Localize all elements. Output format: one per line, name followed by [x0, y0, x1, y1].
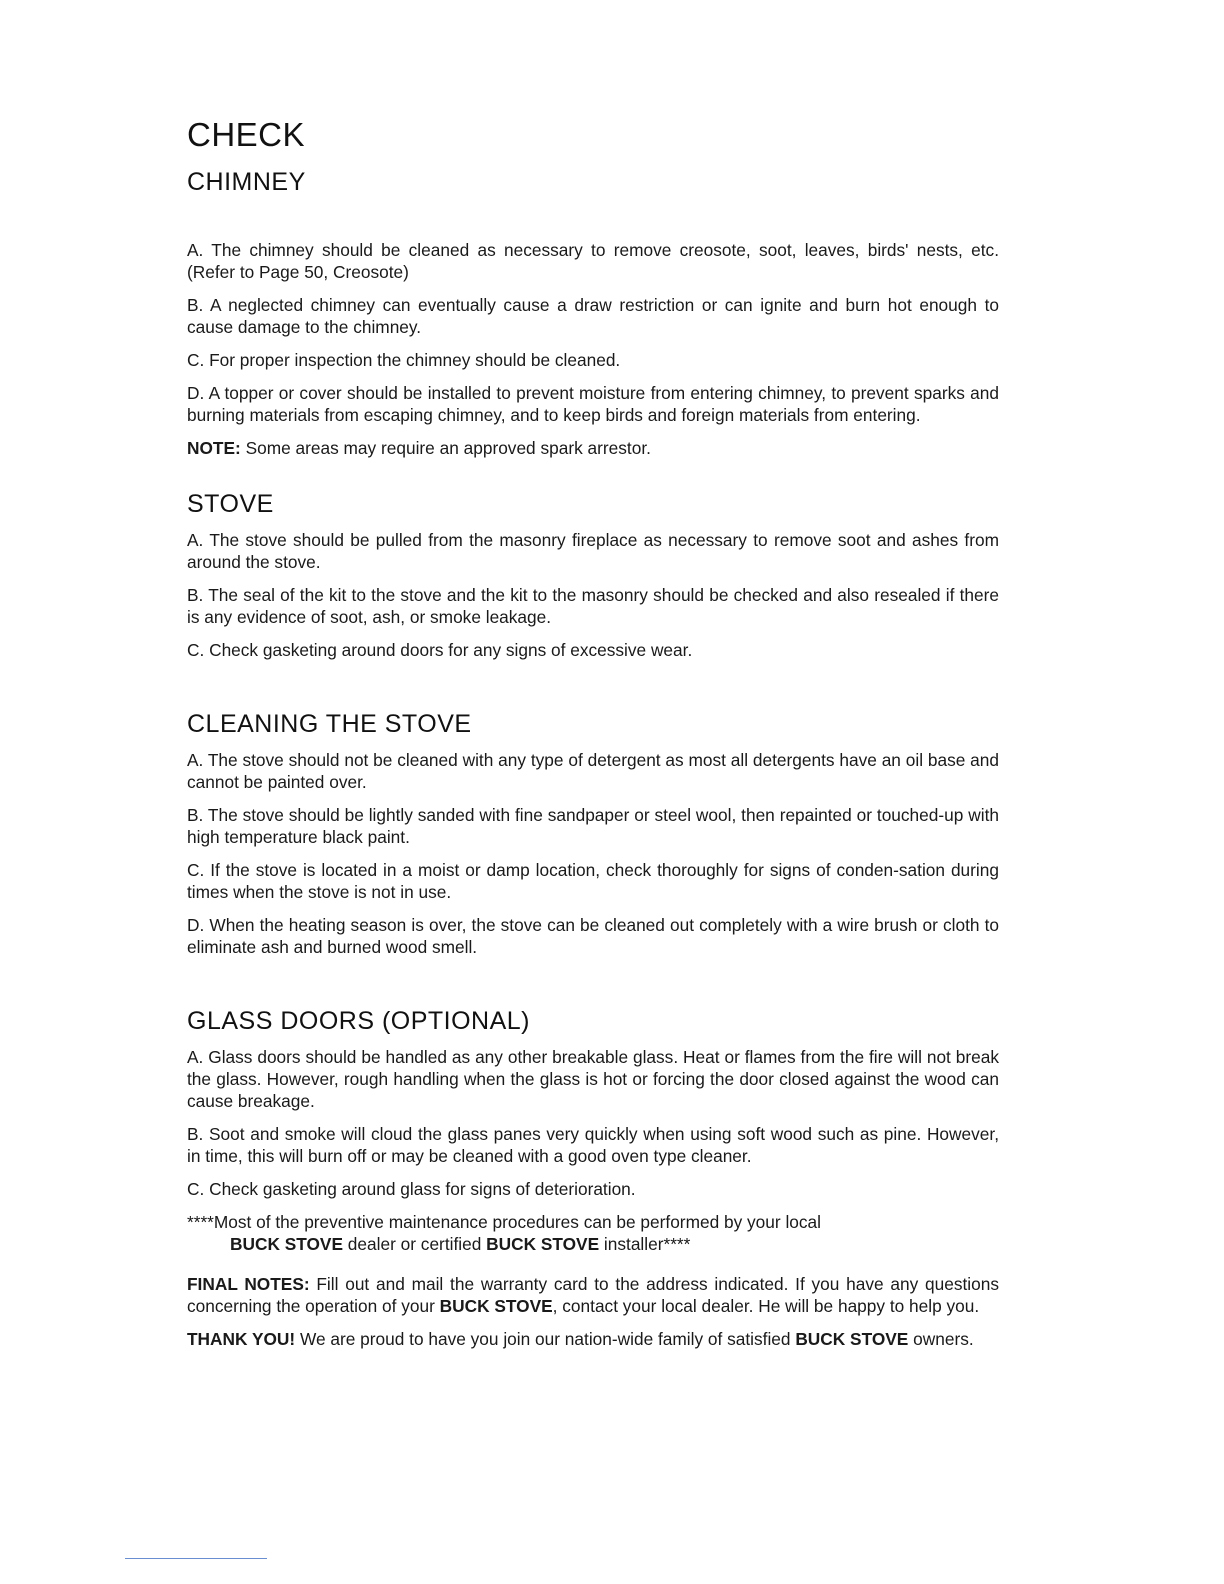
cleaning-heading: CLEANING THE STOVE — [187, 710, 472, 738]
maintenance-note-end: installer**** — [599, 1234, 691, 1254]
cleaning-item-b: B. The stove should be lightly sanded with fine sandpaper or steel wool, then repainted or touched-up with high temperature black paint. — [187, 805, 999, 847]
maintenance-note-line1: ****Most of the preventive maintenance procedures can be performed by your local — [187, 1212, 821, 1232]
glass-doors-heading: GLASS DOORS (OPTIONAL) — [187, 1007, 531, 1035]
glass-item-b: B. Soot and smoke will cloud the glass panes very quickly when using soft wood such as pine. However, in time, this will burn off or may be cleaned with a good oven type cleaner. — [187, 1124, 999, 1166]
footer-rule — [125, 1558, 267, 1559]
manual-page — [187, 116, 999, 1361]
chimney-item-c: C. For proper inspection the chimney should be cleaned. — [187, 350, 621, 370]
stove-item-c: C. Check gasketing around doors for any signs of excessive wear. — [187, 640, 693, 660]
page-title: CHECK — [187, 116, 306, 153]
maintenance-note-mid: dealer or certified — [343, 1234, 487, 1254]
thank-you-text-end: owners. — [908, 1329, 974, 1349]
thank-you — [187, 1328, 999, 1350]
chimney-heading: CHIMNEY — [187, 168, 306, 196]
final-notes — [187, 1273, 999, 1317]
stove-item-b: B. The seal of the kit to the stove and the kit to the masonry should be checked and also resealed if there is any evidence of soot, ash, or smoke leakage. — [187, 585, 999, 627]
brand-name: BUCK STOVE — [230, 1234, 343, 1254]
thank-you-label: THANK YOU! — [187, 1329, 296, 1349]
chimney-item-a: A. The chimney should be cleaned as necessary to remove creosote, soot, leaves, birds' nests, etc. (Refer to Page 50, Creosote) — [187, 240, 999, 282]
note-label: NOTE: — [187, 438, 241, 458]
cleaning-item-a: A. The stove should not be cleaned with any type of detergent as most all detergents have an oil base and cannot be painted over. — [187, 750, 999, 792]
glass-item-a: A. Glass doors should be handled as any other breakable glass. Heat or flames from the fire will not break the glass. However, rough handling when the glass is hot or forcing the door closed against the wood can cause breakage. — [187, 1047, 999, 1111]
brand-name: BUCK STOVE — [486, 1234, 600, 1254]
stove-item-a: A. The stove should be pulled from the masonry fireplace as necessary to remove soot and ashes from around the stove. — [187, 530, 999, 572]
final-notes-label: FINAL NOTES: — [187, 1274, 310, 1294]
final-notes-text-end: , contact your local dealer. He will be happy to help you. — [552, 1296, 980, 1316]
glass-item-c: C. Check gasketing around glass for signs of deterioration. — [187, 1179, 636, 1199]
chimney-note — [187, 437, 999, 459]
brand-name: BUCK STOVE — [795, 1329, 909, 1349]
stove-heading: STOVE — [187, 490, 274, 518]
cleaning-item-d: D. When the heating season is over, the stove can be cleaned out completely with a wire brush or cloth to eliminate ash and burned wood smell. — [187, 915, 999, 957]
brand-name: BUCK STOVE — [439, 1296, 553, 1316]
note-text: Some areas may require an approved spark arrestor. — [240, 438, 651, 458]
final-notes-text: Fill out and mail the warranty card to the address indicated. If you have any questions concerning the operation of your — [187, 1274, 999, 1316]
cleaning-item-c: C. If the stove is located in a moist or damp location, check thoroughly for signs of conden-sation during times when the stove is not in use. — [187, 860, 999, 902]
chimney-item-d: D. A topper or cover should be installed to prevent moisture from entering chimney, to prevent sparks and burning materials from escaping chimney, and to keep birds and foreign materials from entering. — [187, 383, 999, 425]
thank-you-text: We are proud to have you join our nation-wide family of satisfied — [295, 1329, 796, 1349]
maintenance-note — [187, 1211, 999, 1255]
chimney-item-b: B. A neglected chimney can eventually cause a draw restriction or can ignite and burn hot enough to cause damage to the chimney. — [187, 295, 999, 337]
